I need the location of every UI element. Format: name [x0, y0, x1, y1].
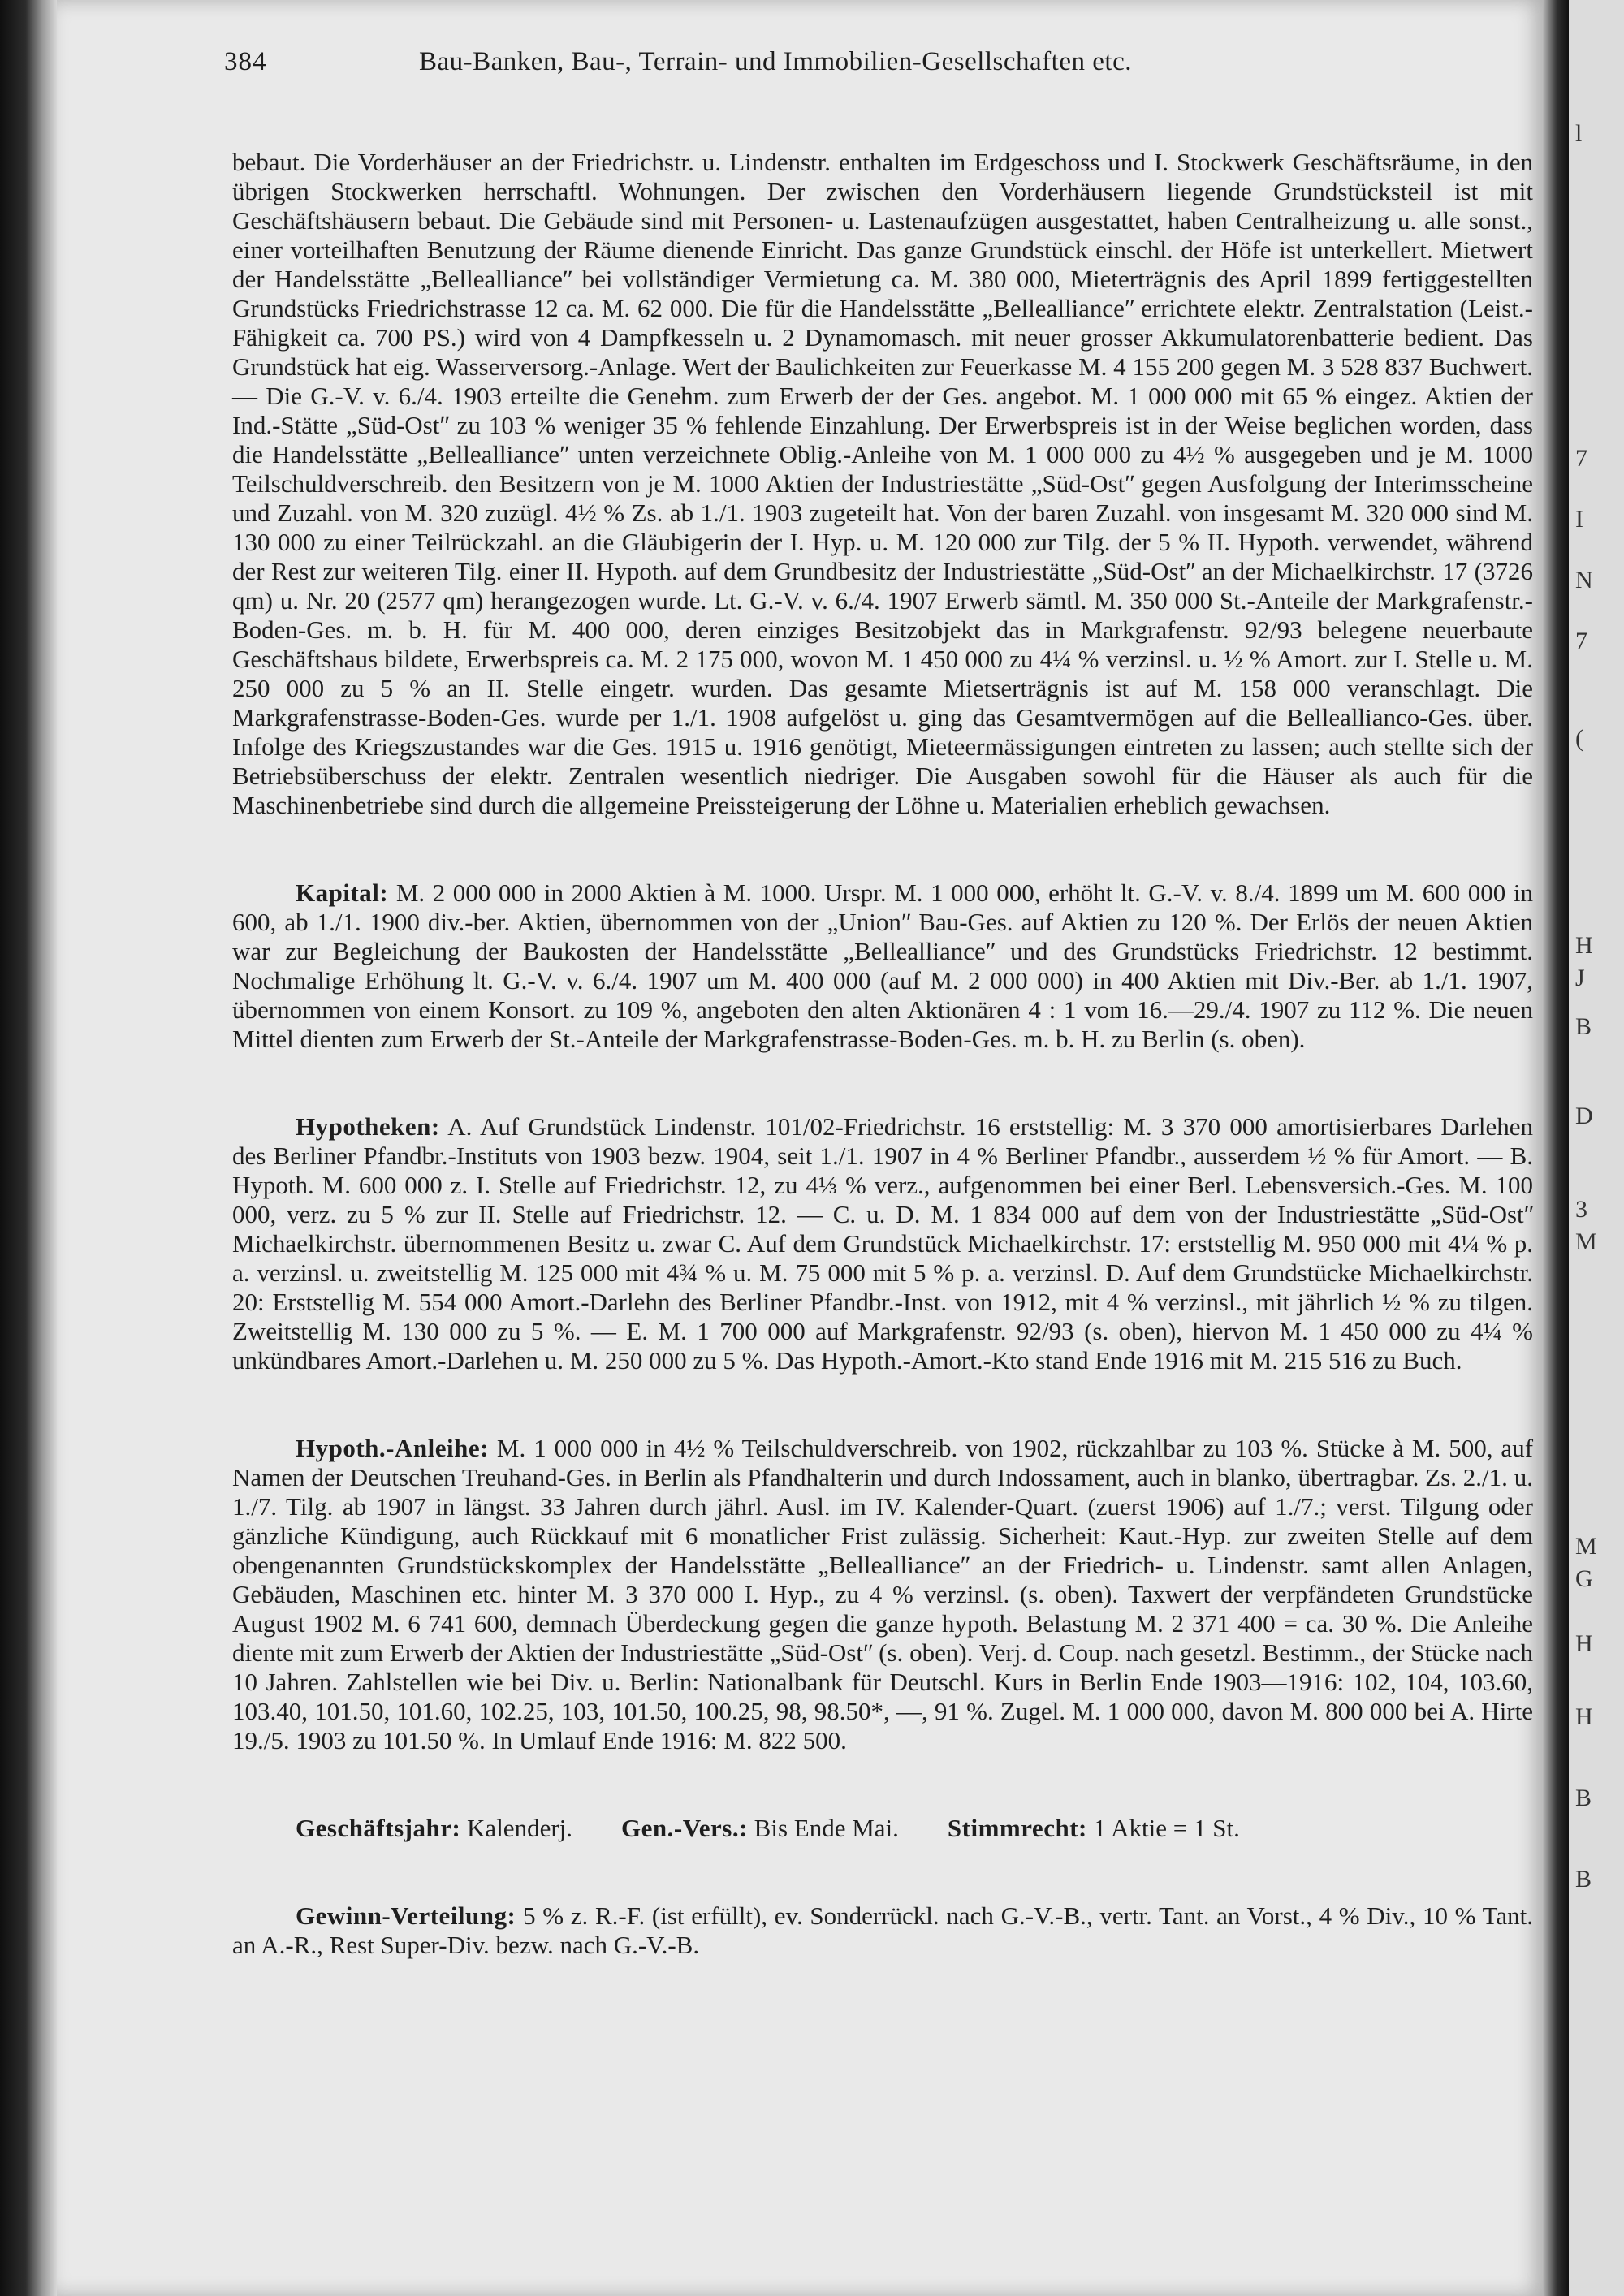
geschaeftsjahr-value: Kalenderj.	[467, 1814, 573, 1842]
kapital-text: M. 2 000 000 in 2000 Aktien à M. 1000. Urspr. M. 1 000 000, erhöht lt. G.-V. v. 8./4. 1899 um M. 600 000 in 600, ab 1./1. 1900 div.-ber. Aktien, übernommen von der „Unionʺ Bau-Ges. auf Aktien zu 120 %. Der Erlös der neuen Aktien war zur Begleichung der Baukosten der Handelsstätte „Belleallianceʺ und des Grundstücks Friedrichstr. 12 bestimmt. Nochmalige Erhöhung lt. G.-V. v. 6./4. 1907 um M. 400 000 (auf M. 2 000 000) in 400 Aktien mit Div.-Ber. ab 1./1. 1907, übernommen von einem Konsort. zu 109 %, angeboten den alten Aktionären 4 : 1 vom 16.—29./4. 1907 zu 112 %. Die neuen Mittel dienten zum Erwerb der St.-Anteile der Markgrafenstrasse-Boden-Ges. m. b. H. zu Berlin (s. oben).	[232, 878, 1533, 1053]
gewinn-label: Gewinn-Verteilung:	[296, 1901, 516, 1930]
stimmrecht-label: Stimmrecht:	[947, 1814, 1087, 1842]
book-page	[57, 0, 1543, 2296]
paragraph-description: bebaut. Die Vorderhäuser an der Friedrichstr. u. Lindenstr. enthalten im Erdgeschoss und I. Stockwerk Geschäftsräume, in den übrigen Stockwerken herrschaftl. Wohnungen. Der zwischen den Vorderhäusern liegende Grundstücksteil ist mit Geschäftshäusern bebaut. Die Gebäude sind mit Personen- u. Lastenaufzügen ausgestattet, haben Centralheizung u. alle sonst., einer vorteilhaften Benutzung der Räume dienende Einricht. Das ganze Grundstück einschl. der Höfe ist unterkellert. Mietwert der Handelsstätte „Belleallianceʺ bei vollständiger Vermietung ca. M. 380 000, Mieterträgnis des April 1899 fertiggestellten Grundstücks Friedrichstrasse 12 ca. M. 62 000. Die für die Handelsstätte „Belleallianceʺ errichtete elektr. Zentralstation (Leist.-Fähigkeit ca. 700 PS.) wird von 4 Dampfkesseln u. 2 Dynamomasch. mit neuer grosser Akkumulatorenbatterie bedient. Das Grundstück hat eig. Wasserversorg.-Anlage. Wert der Baulichkeiten zur Feuerkasse M. 4 155 200 gegen M. 3 528 837 Buchwert. — Die G.-V. v. 6./4. 1903 erteilte die Genehm. zum Erwerb der der Ges. angebot. M. 1 000 000 mit 65 % eingez. Aktien der Ind.-Stätte „Süd-Ostʺ zu 103 % weniger 35 % fehlende Einzahlung. Der Erwerbspreis ist in der Weise beglichen worden, dass die Handelsstätte „Belleallianceʺ unten verzeichnete Oblig.-Anleihe von M. 1 000 000 zu 4½ % ausgegeben und je M. 1000 Teilschuldverschreib. den Besitzern von je M. 1000 Aktien der Industriestätte „Süd-Ostʺ gegen Ausfolgung der Interimsscheine und Zuzahl. von M. 320 zuzügl. 4½ % Zs. ab 1./1. 1903 zugeteilt hat. Von der baren Zuzahl. von insgesamt M. 320 000 sind M. 130 000 zu einer Teilrückzahl. an die Gläubigerin der I. Hyp. u. M. 120 000 zur Tilg. der 5 % II. Hypoth. verwendet, während der Rest zur weiteren Tilg. einer II. Hypoth. auf dem Grundbesitz der Industriestätte „Süd-Ostʺ an der Michaelkirchstr. 17 (3726 qm) u. Nr. 20 (2577 qm) herangezogen wurde. Lt. G.-V. v. 6./4. 1907 Erwerb sämtl. M. 350 000 St.-Anteile der Markgrafenstr.-Boden-Ges. m. b. H. für M. 400 000, deren einziges Besitzobjekt das in Markgrafenstr. 92/93 belegene neuerbaute Geschäftshaus bildete, Erwerbspreis ca. M. 2 175 000, wovon M. 1 450 000 zu 4¼ % verzinsl. u. ½ % Amort. zur I. Stelle u. M. 250 000 zu 5 % an II. Stelle eingetr. wurden. Das gesamte Mietserträgnis ist auf M. 158 000 veranschlagt. Die Markgrafenstrasse-Boden-Ges. wurde per 1./1. 1908 aufgelöst u. ging das Gesamtvermögen auf die Belleallianco-Ges. über. Infolge des Kriegszustandes war die Ges. 1915 u. 1916 genötigt, Mieteermässigungen eintreten zu lassen; auch stellte sich der Betriebsüberschuss der elektr. Zentralen wesentlich niedriger. Die Ausgaben sowohl für die Häuser als auch für die Maschinenbetriebe sind durch die allgemeine Preissteigerung der Löhne u. Materialien erheblich gewachsen.	[232, 148, 1533, 819]
running-title: Bau-Banken, Bau-, Terrain- und Immobilien-Gesellschaften etc.	[419, 47, 1132, 76]
stimmrecht-value: 1 Aktie = 1 St.	[1093, 1814, 1240, 1842]
gewinn-text: 5 % z. R.-F. (ist erfüllt), ev. Sonderrückl. nach G.-V.-B., vertr. Tant. an Vorst., 4 % Div., 10 % Tant. an A.-R., Rest Super-Div. bezw. nach G.-V.-B.	[232, 1901, 1534, 1959]
adjacent-page-fragment: G	[1575, 1565, 1593, 1592]
geschaeftsjahr-label: Geschäftsjahr:	[296, 1814, 461, 1842]
adjacent-page-fragment: H	[1575, 932, 1593, 959]
adjacent-page-fragment: M	[1575, 1533, 1597, 1560]
adjacent-page-fragment: I	[1575, 506, 1583, 533]
anleihe-text: M. 1 000 000 in 4½ % Teilschuldverschreib. von 1902, rückzahlbar zu 103 %. Stücke à M. 500, auf Namen der Deutschen Treuhand-Ges. in Berlin als Pfandhalterin und durch Indossament, auch in blanko, übertragbar. Zs. 2./1. u. 1./7. Tilg. ab 1907 in längst. 33 Jahren durch jährl. Ausl. im IV. Kalender-Quart. (zuerst 1906) auf 1./7.; verst. Tilgung oder gänzliche Kündigung, auch Rückkauf mit 6 monatlicher Frist zulässig. Sicherheit: Kaut.-Hyp. zur zweiten Stelle auf dem obengenannten Grundstückskomplex der Handelsstätte „Belleallianceʺ an der Friedrich- u. Lindenstr. samt allen Anlagen, Gebäuden, Maschinen etc. hinter M. 3 370 000 I. Hyp., zu 4 % verzinsl. (s. oben). Taxwert der verpfändeten Grundstücke August 1902 M. 6 741 600, demnach Überdeckung gegen die ganze hypoth. Belastung M. 2 371 400 = ca. 30 %. Die Anleihe diente mit zum Erwerb der Aktien der Industriestätte „Süd-Ostʺ (s. oben). Verj. d. Coup. nach gesetzl. Bestimm., der Stücke nach 10 Jahren. Zahlstellen wie bei Div. u. Berlin: Nationalbank für Deutschl. Kurs in Berlin Ende 1903—1916: 102, 104, 103.60, 103.40, 101.50, 101.60, 102.25, 103, 101.50, 100.25, 98, 98.50*, —, 91 %. Zugel. M. 1 000 000, davon M. 800 000 bei A. Hirte 19./5. 1903 zu 101.50 %. In Umlauf Ende 1916: M. 822 500.	[232, 1434, 1534, 1754]
paragraph-kapital	[232, 878, 1533, 1054]
genvers-label: Gen.-Vers.:	[621, 1814, 748, 1842]
anleihe-label: Hypoth.-Anleihe:	[296, 1434, 489, 1462]
adjacent-page-fragment: J	[1575, 965, 1585, 991]
adjacent-page-fragment: D	[1575, 1103, 1593, 1129]
adjacent-page-fragment: B	[1575, 1013, 1592, 1040]
adjacent-page-fragment: l	[1575, 120, 1583, 147]
adjacent-page-fragment: 3	[1575, 1196, 1587, 1223]
fiscal-info-line	[232, 1814, 1533, 1843]
adjacent-page-fragment: (	[1575, 725, 1583, 752]
paragraph-hypotheken	[232, 1112, 1533, 1375]
book-spine-shadow	[0, 0, 57, 2296]
paragraph-hypoth-anleihe	[232, 1434, 1533, 1755]
article-body	[232, 119, 1533, 1989]
kapital-label: Kapital:	[296, 878, 389, 907]
adjacent-page-fragment: B	[1575, 1785, 1592, 1811]
adjacent-page-fragment: 7	[1575, 628, 1587, 654]
adjacent-page-fragment: B	[1575, 1866, 1592, 1892]
genvers-value: Bis Ende Mai.	[754, 1814, 899, 1842]
hypotheken-label: Hypotheken:	[296, 1112, 440, 1141]
adjacent-page-fragment: N	[1575, 567, 1593, 593]
page-number: 384	[224, 47, 267, 76]
adjacent-page-fragment: 7	[1575, 445, 1587, 472]
adjacent-page-fragment: H	[1575, 1703, 1593, 1730]
adjacent-page-fragment: H	[1575, 1630, 1593, 1657]
paragraph-gewinn-verteilung	[232, 1901, 1533, 1960]
book-gutter-shadow	[1543, 0, 1569, 2296]
adjacent-page-strip	[1569, 0, 1624, 2296]
adjacent-page-fragment: M	[1575, 1228, 1597, 1255]
hypotheken-text: A. Auf Grundstück Lindenstr. 101/02-Friedrichstr. 16 erststellig: M. 3 370 000 amortisierbares Darlehen des Berliner Pfandbr.-Instituts von 1903 bezw. 1904, seit 1./1. 1907 in 4 % Berliner Pfandbr., ausserdem ½ % für Amort. — B. Hypoth. M. 600 000 z. I. Stelle auf Friedrichstr. 12, zu 4⅓ % verz., aufgenommen bei einer Berl. Lebensversich.-Ges. M. 100 000, verz. zu 5 % zur II. Stelle auf Friedrichstr. 12. — C. u. D. M. 1 834 000 auf dem von der Industriestätte „Süd-Ostʺ Michaelkirchstr. übernommenen Besitz u. zwar C. Auf dem Grundstück Michaelkirchstr. 17: erststellig M. 950 000 mit 4¼ % p. a. verzinsl. u. zweitstellig M. 125 000 mit 4¾ % u. M. 75 000 mit 5 % p. a. verzinsl. D. Auf dem Grundstücke Michaelkirchstr. 20: Erststellig M. 554 000 Amort.-Darlehn des Berliner Pfandbr.-Inst. von 1912, mit 4 % verzinsl., mit jährlich ½ % zu tilgen. Zweitstellig M. 130 000 zu 5 %. — E. M. 1 700 000 auf Markgrafenstr. 92/93 (s. oben), hiervon M. 1 450 000 zu 4¼ % unkündbares Amort.-Darlehen u. M. 250 000 zu 5 %. Das Hypoth.-Amort.-Kto stand Ende 1916 mit M. 215 516 zu Buch.	[232, 1112, 1533, 1375]
